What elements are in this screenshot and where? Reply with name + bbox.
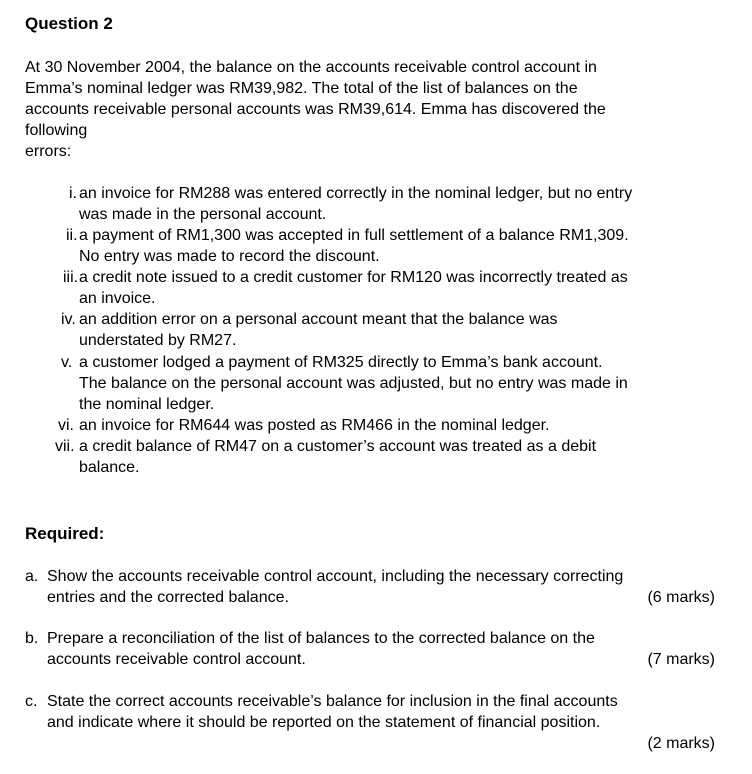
error-item <box>52 309 732 351</box>
required-item <box>25 566 715 608</box>
error-number: iv. <box>61 311 76 328</box>
required-item-letter: a. <box>25 568 39 585</box>
error-text-line: a customer lodged a payment of RM325 directly to Emma’s bank account. <box>79 354 603 371</box>
error-item <box>52 352 732 415</box>
required-item-line: entries and the corrected balance. <box>47 589 289 606</box>
error-text-line: a payment of RM1,300 was accepted in full settlement of a balance RM1,309. <box>79 227 629 244</box>
error-number: iii. <box>63 269 79 286</box>
error-text-line: an addition error on a personal account meant that the balance was <box>79 311 558 328</box>
error-text-line: No entry was made to record the discount. <box>79 248 380 265</box>
question-intro <box>25 57 725 162</box>
required-item <box>25 628 715 670</box>
required-item-line: Prepare a reconciliation of the list of balances to the corrected balance on the <box>47 630 595 647</box>
marks-label: (6 marks) <box>647 589 715 606</box>
question-title: Question 2 <box>25 14 113 33</box>
error-text-line: a credit balance of RM47 on a customer’s account was treated as a debit <box>79 438 597 455</box>
error-item <box>52 415 732 436</box>
intro-line: accounts receivable personal accounts was RM39,614. Emma has discovered the <box>25 101 606 118</box>
required-item-letter: b. <box>25 630 39 647</box>
required-item <box>25 691 715 754</box>
error-number: ii. <box>66 227 78 244</box>
intro-line: At 30 November 2004, the balance on the accounts receivable control account in <box>25 59 597 76</box>
intro-line: errors: <box>25 143 72 160</box>
error-number: vi. <box>58 417 74 434</box>
error-number: v. <box>61 354 73 371</box>
required-item-line-with-marks <box>25 649 715 670</box>
required-item-letter: c. <box>25 693 38 710</box>
error-text-line: an invoice for RM644 was posted as RM466 in the nominal ledger. <box>79 417 550 434</box>
error-text-line: a credit note issued to a credit customer for RM120 was incorrectly treated as <box>79 269 628 286</box>
error-item <box>52 183 732 225</box>
error-item <box>52 267 732 309</box>
intro-line: following <box>25 122 88 139</box>
required-item-line: accounts receivable control account. <box>47 651 306 668</box>
error-text-line: balance. <box>79 459 140 476</box>
errors-list <box>52 183 732 478</box>
error-text-line: the nominal ledger. <box>79 396 215 413</box>
marks-label: (2 marks) <box>647 735 715 752</box>
marks-label: (7 marks) <box>647 651 715 668</box>
required-item-line: and indicate where it should be reported on the statement of financial position. <box>47 714 601 731</box>
error-text-line: an invoice. <box>79 290 156 307</box>
required-item-line-with-marks <box>25 587 715 608</box>
error-text-line: The balance on the personal account was adjusted, but no entry was made in <box>79 375 628 392</box>
error-item <box>52 436 732 478</box>
intro-line: Emma’s nominal ledger was RM39,982. The total of the list of balances on the <box>25 80 578 97</box>
error-text-line: an invoice for RM288 was entered correctly in the nominal ledger, but no entry <box>79 185 633 202</box>
required-heading: Required: <box>25 524 105 543</box>
required-item-line: State the correct accounts receivable’s balance for inclusion in the final accounts <box>47 693 618 710</box>
required-item-line: Show the accounts receivable control account, including the necessary correcting <box>47 568 624 585</box>
error-number: vii. <box>55 438 75 455</box>
error-text-line: was made in the personal account. <box>79 206 327 223</box>
error-number: i. <box>69 185 77 202</box>
error-text-line: understated by RM27. <box>79 332 237 349</box>
error-item <box>52 225 732 267</box>
